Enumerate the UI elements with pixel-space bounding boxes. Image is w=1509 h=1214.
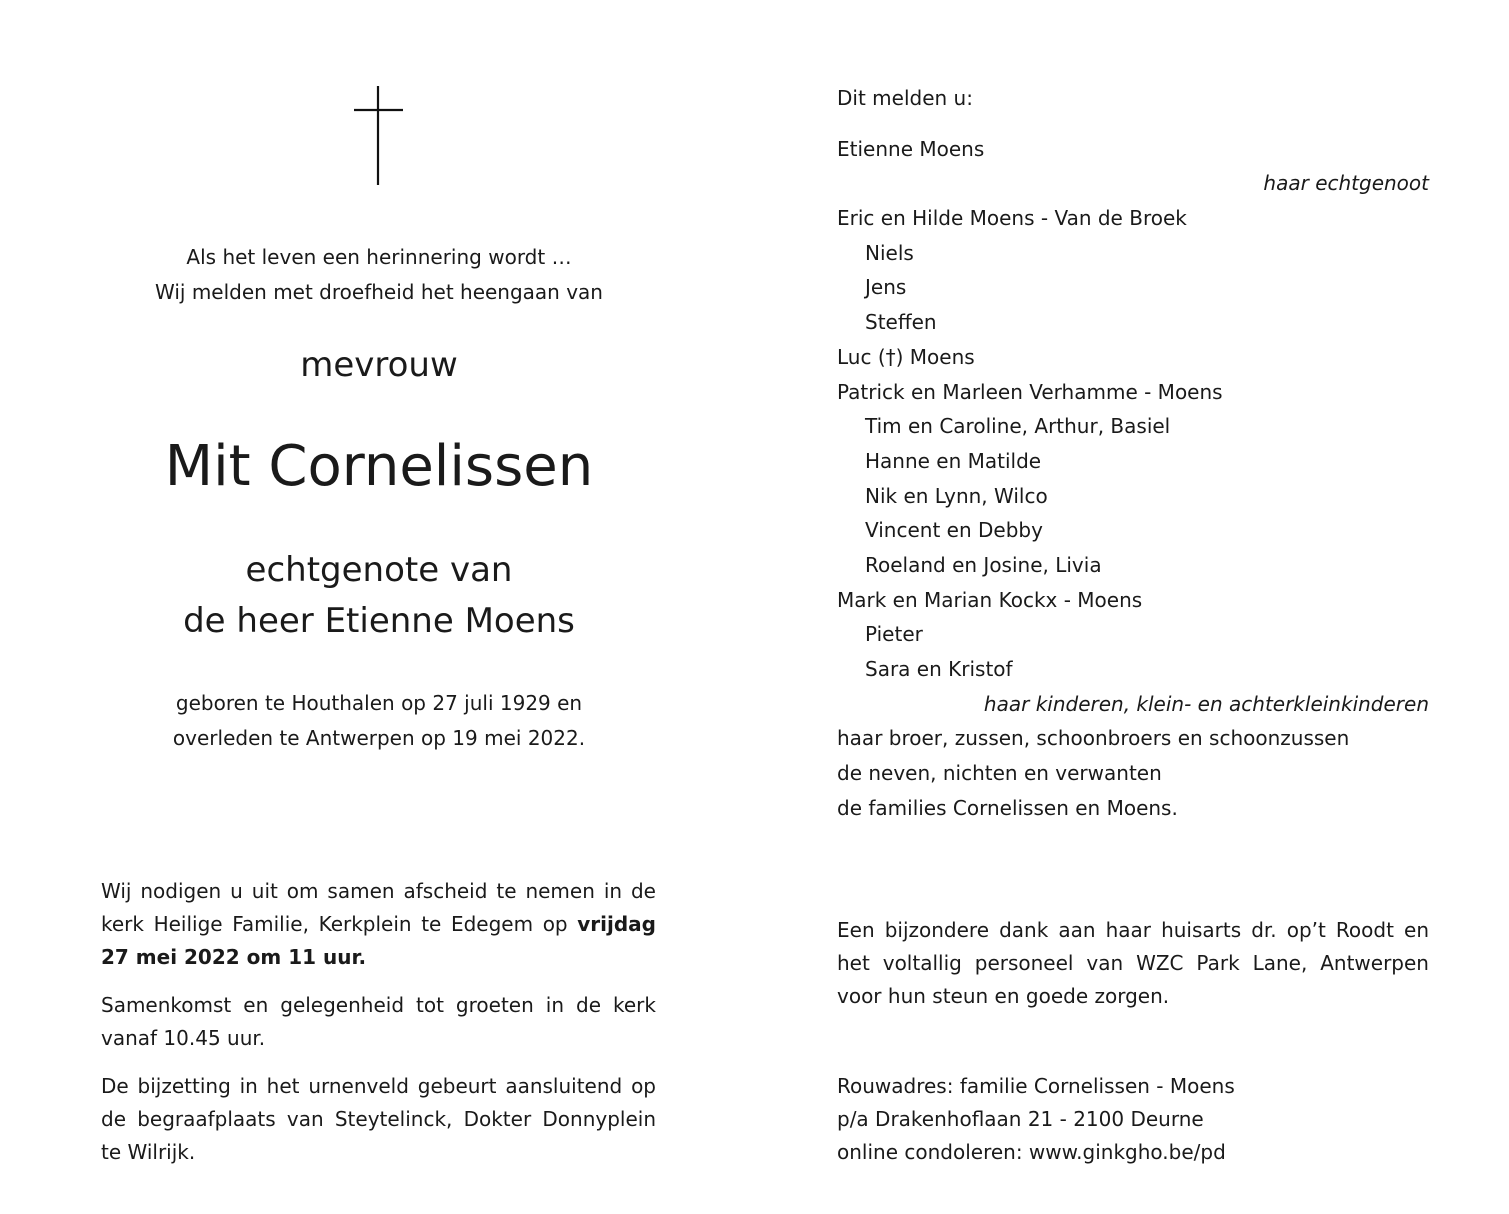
family-list	[837, 81, 1429, 825]
grandchild-line: Vincent en Debby	[865, 518, 1043, 543]
child-line: Luc (†) Moens	[837, 344, 975, 369]
mourning-address	[837, 1070, 1429, 1169]
death-line: overleden te Antwerpen op 19 mei 2022.	[172, 726, 586, 750]
gathering-paragraph: Samenkomst en gelegenheid tot groeten in de kerk vanaf 10.45 uur.	[101, 993, 656, 1050]
grandchild-line: Steffen	[865, 310, 937, 335]
cross-icon	[354, 86, 404, 186]
invitation-text: Wij nodigen u uit om samen afscheid te nemen in de kerk Heilige Familie, Kerkplein te Edegem op	[101, 879, 656, 936]
husband-name: Etienne Moens	[837, 136, 985, 161]
children-role: haar kinderen, klein- en achterkleinkinderen	[983, 691, 1429, 716]
grandchild-line: Sara en Kristof	[865, 657, 1013, 681]
honorific: mevrouw	[300, 345, 458, 385]
child-line: Eric en Hilde Moens - Van de Broek	[837, 206, 1187, 231]
relatives-line: de neven, nichten en verwanten	[837, 761, 1162, 786]
grandchild-line: Niels	[865, 240, 914, 265]
intro-line: Als het leven een herinnering wordt …	[186, 245, 572, 269]
grandchild-line: Jens	[865, 275, 907, 300]
grandchild-line: Nik en Lynn, Wilco	[865, 483, 1048, 508]
grandchild-line: Tim en Caroline, Arthur, Basiel	[865, 414, 1171, 439]
child-line: Patrick en Marleen Verhamme - Moens	[837, 379, 1223, 404]
grandchild-line: Pieter	[865, 622, 923, 647]
invitation-date: vrijdag 27 mei 2022 om 11 uur.	[101, 912, 656, 969]
spouse-line: de heer Etienne Moens	[183, 601, 575, 641]
condolence-link[interactable]: online condoleren: www.ginkgho.be/pd	[837, 1140, 1226, 1164]
address-line: p/a Drakenhoflaan 21 - 2100 Deurne	[837, 1107, 1204, 1131]
address-line: Rouwadres: familie Cornelissen - Moens	[837, 1074, 1235, 1098]
family-members	[837, 201, 1429, 687]
deceased-name: Mit Cornelissen	[164, 434, 594, 499]
invitation-paragraph	[101, 875, 656, 974]
spouse-line: echtgenote van	[245, 550, 513, 590]
relatives-line: de families Cornelissen en Moens.	[837, 795, 1178, 820]
grandchild-line: Hanne en Matilde	[865, 448, 1042, 473]
spouse-text	[100, 545, 658, 647]
intro-text	[100, 240, 658, 310]
intro-line: Wij melden met droefheid het heengaan van	[155, 280, 603, 304]
husband-role: haar echtgenoot	[1263, 171, 1429, 196]
relatives-line: haar broer, zussen, schoonbroers en schoonzussen	[837, 726, 1350, 751]
life-dates	[100, 686, 658, 756]
birth-line: geboren te Houthalen op 27 juli 1929 en	[175, 691, 583, 715]
thanks-paragraph: Een bijzondere dank aan haar huisarts dr. op’t Roodt en het voltallig personeel van WZC Park Lane, Antwerpen voor hun steun en goede zorgen.	[837, 918, 1429, 1008]
burial-paragraph: De bijzetting in het urnenveld gebeurt aansluitend op de begraafplaats van Steytelinck, Dokter Donnyplein te Wilrijk.	[101, 1074, 656, 1164]
child-line: Mark en Marian Kockx - Moens	[837, 587, 1143, 612]
announce-line: Dit melden u:	[837, 86, 973, 110]
grandchild-line: Roeland en Josine, Livia	[865, 552, 1102, 577]
